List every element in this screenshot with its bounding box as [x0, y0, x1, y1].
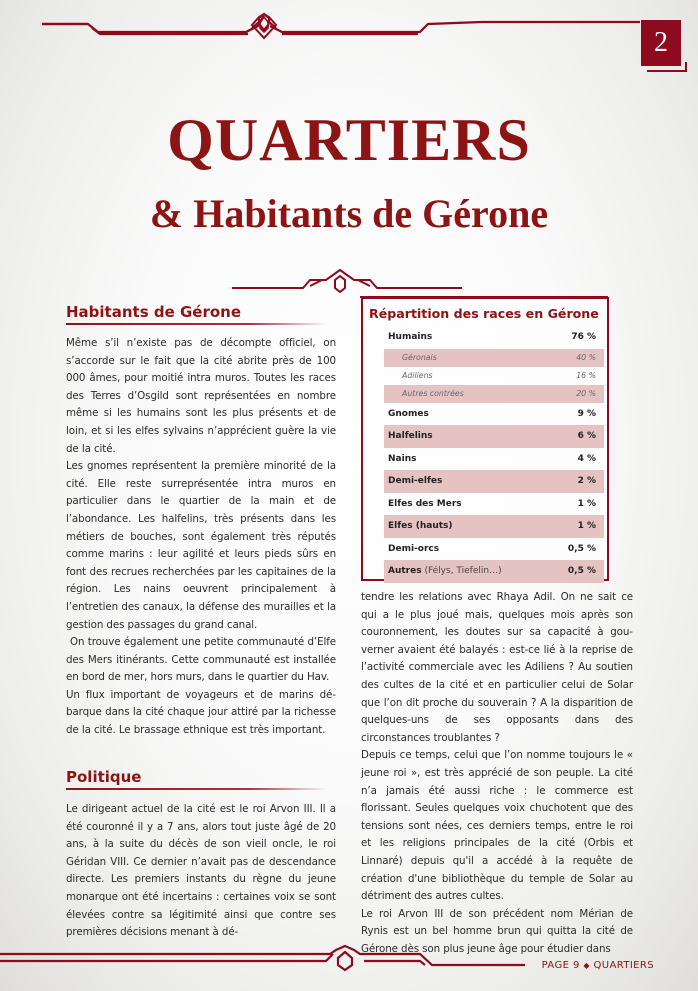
race-name	[388, 476, 442, 486]
race-name-label: Elfes des Mers	[388, 498, 462, 509]
footer-section-label: QUARTIERS	[593, 960, 654, 971]
race-row	[384, 425, 604, 448]
race-row	[384, 560, 604, 583]
race-row	[384, 385, 604, 403]
race-percentage: 1 %	[577, 498, 596, 509]
paragraph: Le roi Arvon III de son précédent nom Mérian de Rynis est un bel homme brun qui quitta la cité de Gérone dès son plus jeune âge pour étudier dans	[361, 907, 633, 955]
habitants-body	[66, 335, 336, 740]
race-name-label: Autres contrées	[402, 389, 464, 398]
paragraph: Le dirigeant actuel de la cité est le roi Arvon III. Il a été couronné il y a 7 ans, alors tout juste âgé de 20 ans, à la suite du décès de son vieil oncle, le roi Géridan VIII. Ce dernier n’avait pas de descendance directe. Les premiers instants du règne du jeune monarque ont été incertains : certaines voix se sont élevées contre sa légitimité ainsi que contre ses premières décisions menant à dé-	[66, 803, 336, 939]
paragraph: tendre les relations avec Rhaya Adil. On ne sait ce qui a le plus joué mais, quelques mois après son couronnement, les doutes sur sa capacité à gouverner avaient été balayés : est-ce lié à la reprise de l’activité commerciale avec les Adiliens ? Au soutien des cultes de la cité et en particulier celui de Solar que l’on dit proche du souverain ? A la disparition de quelques-uns de ses opposants dans des circonstances troublantes ?	[361, 591, 633, 744]
chapter-number-tab	[641, 20, 681, 66]
race-name-label: Nains	[388, 453, 417, 464]
race-row	[384, 403, 604, 426]
race-name	[388, 521, 453, 531]
race-name	[388, 566, 502, 576]
race-row	[384, 515, 604, 538]
race-name	[388, 544, 439, 554]
race-name-label: Autres	[388, 566, 422, 577]
race-table	[384, 326, 604, 583]
race-percentage: 16 %	[576, 371, 596, 380]
race-distribution-box	[361, 297, 609, 581]
race-name	[388, 389, 464, 398]
race-percentage: 6 %	[577, 431, 596, 442]
race-name	[388, 353, 437, 362]
race-name	[388, 499, 462, 509]
race-name	[388, 454, 416, 464]
page-number: PAGE 9	[541, 960, 580, 971]
race-percentage: 4 %	[577, 453, 596, 464]
race-name-label: Adiliens	[402, 371, 433, 380]
race-name-label: Humains	[388, 332, 433, 343]
section-heading-politique: Politique	[66, 768, 328, 790]
race-percentage: 20 %	[576, 389, 596, 398]
race-percentage: 0,5 %	[567, 566, 596, 577]
race-name-label: Halfelins	[388, 431, 433, 442]
race-name-label: Elfes (hauts)	[388, 521, 453, 532]
politique-body-left	[66, 801, 336, 942]
paragraph: Depuis ce temps, celui que l’on nomme toujours le « jeune roi », est très apprécié de son peuple. La cité n’a jamais été aussi riche : le commerce est florissant. Seules quelques voix chuchotent que des tensions sont nées, ces derniers temps, entre le roi et les religions principales de la cité (Orbis et Linnaré) depuis qu'il a accédé à la requête de création d'une bibliothèque du temple de Solar au détriment des autres cultes.	[361, 749, 633, 903]
page-footer	[542, 960, 654, 971]
paragraph: Les gnomes représentent la première minorité de la cité. Elle reste surreprésentée intra muros en particulier dans le quartier de la main et de l’abondance. Les halfelins, très présents dans les métiers de bouches, sont également très réputés comme marins : leur agilité et leurs pieds sûrs en font des recrues recherchées par les capitaines de la région. Les nains oeuvrent principalement à l’entretien des canaux, la défense des murailles et la gestion des passages du grand canal.	[66, 460, 336, 631]
chapter-number: 2	[654, 27, 668, 58]
race-percentage: 1 %	[577, 521, 596, 532]
section-heading-habitants: Habitants de Gérone	[66, 303, 328, 325]
paragraph: Un flux important de voyageurs et de marins débarque dans la cité chaque jour attiré par la richesse de la cité. Le brassage ethnique est très important.	[66, 688, 336, 737]
race-name	[388, 332, 432, 342]
race-row	[384, 493, 604, 516]
race-row	[384, 538, 604, 561]
race-name	[388, 371, 433, 380]
race-row	[384, 470, 604, 493]
race-percentage: 9 %	[577, 408, 596, 419]
diamond-separator-icon: ◆	[583, 961, 590, 970]
paragraph: Même s’il n’existe pas de décompte officiel, on s’accorde sur le fait que la cité abrite près de 100 000 âmes, pour moitié intra muros. Toutes les races des Terres d’Osgild sont représentées en nombre même si les humains sont les plus présents et de loin, et si les elfes sylvains n’apprécient guère la vie de la cité.	[66, 337, 336, 455]
race-row	[384, 448, 604, 471]
race-row	[384, 349, 604, 367]
race-percentage: 76 %	[571, 332, 596, 343]
paragraph: On trouve également une petite communauté d’Elfe des Mers itinérants. Cette communauté est installée en bord de mer, hors murs, dans le quartier du Hav.	[66, 636, 336, 684]
page-subtitle: & Habitants de Gérone	[149, 191, 549, 236]
page-title: QUARTIERS	[167, 107, 531, 173]
race-table-title: Répartition des races en Gérone	[369, 306, 599, 321]
race-row	[384, 367, 604, 385]
race-name-label: Géronais	[402, 353, 437, 362]
race-name-label: Demi-orcs	[388, 543, 440, 554]
race-note: (Félys, Tiefelin…)	[421, 566, 502, 577]
race-row	[384, 326, 604, 349]
race-name	[388, 431, 433, 441]
race-name-label: Demi-elfes	[388, 476, 443, 487]
top-ornament	[0, 0, 698, 60]
race-name	[388, 409, 429, 419]
race-percentage: 0,5 %	[567, 543, 596, 554]
race-percentage: 40 %	[576, 353, 596, 362]
race-percentage: 2 %	[577, 476, 596, 487]
politique-body-right	[361, 589, 633, 958]
race-name-label: Gnomes	[388, 408, 429, 419]
